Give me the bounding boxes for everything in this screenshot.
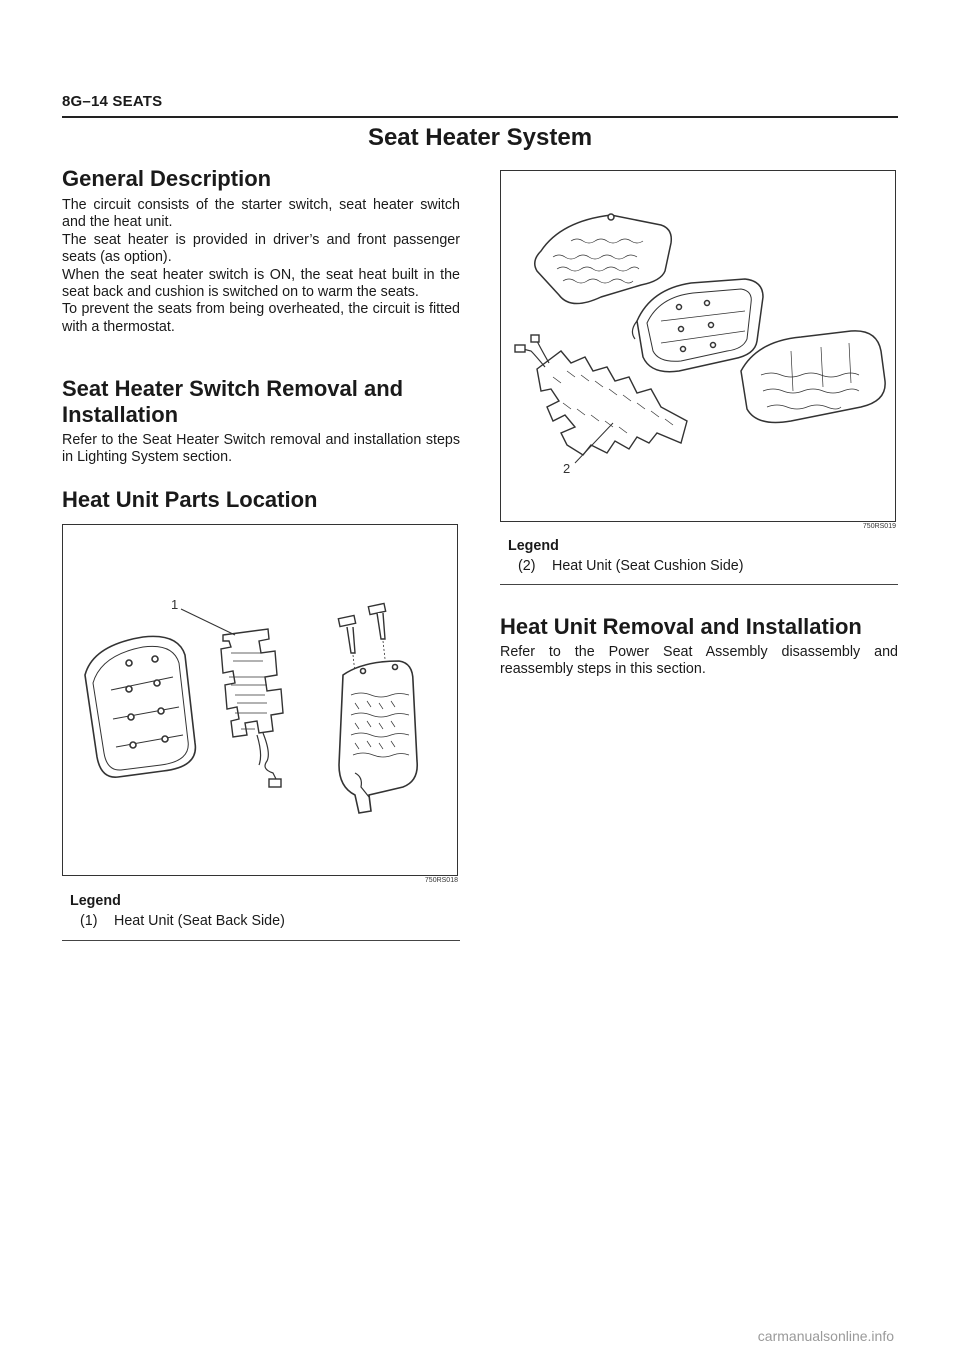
right-legend-number: (2) bbox=[518, 558, 536, 574]
switch-removal-body bbox=[62, 432, 460, 467]
callout-1: 1 bbox=[171, 597, 179, 612]
heat-unit-back-pad bbox=[221, 629, 283, 787]
page-title: Seat Heater System bbox=[367, 124, 593, 151]
parts-location-heading: Heat Unit Parts Location bbox=[62, 487, 318, 512]
callout-1-leader bbox=[181, 609, 235, 635]
general-description-body bbox=[62, 197, 460, 336]
general-paragraph-3: When the seat heater switch is ON, the seat heat built in the seat back and cushion is switched on to warm the seats. bbox=[62, 266, 460, 301]
general-paragraph-1: The circuit consists of the starter switch, seat heater switch and the heat unit. bbox=[62, 197, 460, 231]
seat-back-figure bbox=[62, 524, 458, 876]
right-legend-text: Heat Unit (Seat Cushion Side) bbox=[552, 558, 744, 574]
left-legend-number: (1) bbox=[80, 913, 98, 929]
removal-paragraph: Refer to the Power Seat Assembly disassembly and reassembly steps in this section. bbox=[500, 644, 898, 678]
switch-heading-line-1: Seat Heater Switch Removal and bbox=[62, 376, 404, 401]
running-header: 8G–14 SEATS bbox=[62, 93, 163, 110]
left-legend-item bbox=[80, 913, 285, 929]
left-figure-code: 750RS018 bbox=[424, 877, 458, 884]
general-paragraph-2: The seat heater is provided in driver’s and front passenger seats (as option). bbox=[62, 231, 460, 266]
general-description-heading: General Description bbox=[62, 166, 272, 191]
left-legend-title: Legend bbox=[70, 893, 121, 909]
right-legend-item bbox=[518, 558, 744, 574]
heat-unit-removal-body bbox=[500, 644, 898, 679]
seat-cushion-figure bbox=[500, 170, 896, 522]
seat-cushion-illustration bbox=[501, 171, 895, 521]
right-legend-title: Legend bbox=[508, 538, 559, 554]
switch-removal-heading bbox=[62, 376, 403, 429]
left-legend-text: Heat Unit (Seat Back Side) bbox=[114, 913, 285, 929]
seat-back-illustration bbox=[63, 525, 457, 875]
right-figure-code: 750RS019 bbox=[862, 523, 896, 530]
switch-heading-line-2: Installation bbox=[62, 402, 179, 428]
left-legend-rule bbox=[62, 940, 460, 941]
general-paragraph-4: To prevent the seats from being overheated, the circuit is fitted with a thermostat. bbox=[62, 301, 460, 335]
seat-back-frame bbox=[339, 661, 417, 813]
seat-back-pad bbox=[85, 636, 195, 777]
callout-2: 2 bbox=[563, 461, 571, 476]
right-legend-rule bbox=[500, 584, 898, 585]
switch-paragraph: Refer to the Seat Heater Switch removal and installation steps in Lighting System section. bbox=[62, 432, 460, 466]
cushion-cover bbox=[741, 331, 885, 423]
header-rule bbox=[62, 116, 898, 118]
heat-unit-removal-heading: Heat Unit Removal and Installation bbox=[500, 614, 862, 639]
footer-watermark[interactable]: carmanualsonline.info bbox=[757, 1328, 894, 1344]
cushion-heater-grid bbox=[535, 214, 672, 304]
cushion-frame bbox=[632, 279, 763, 372]
